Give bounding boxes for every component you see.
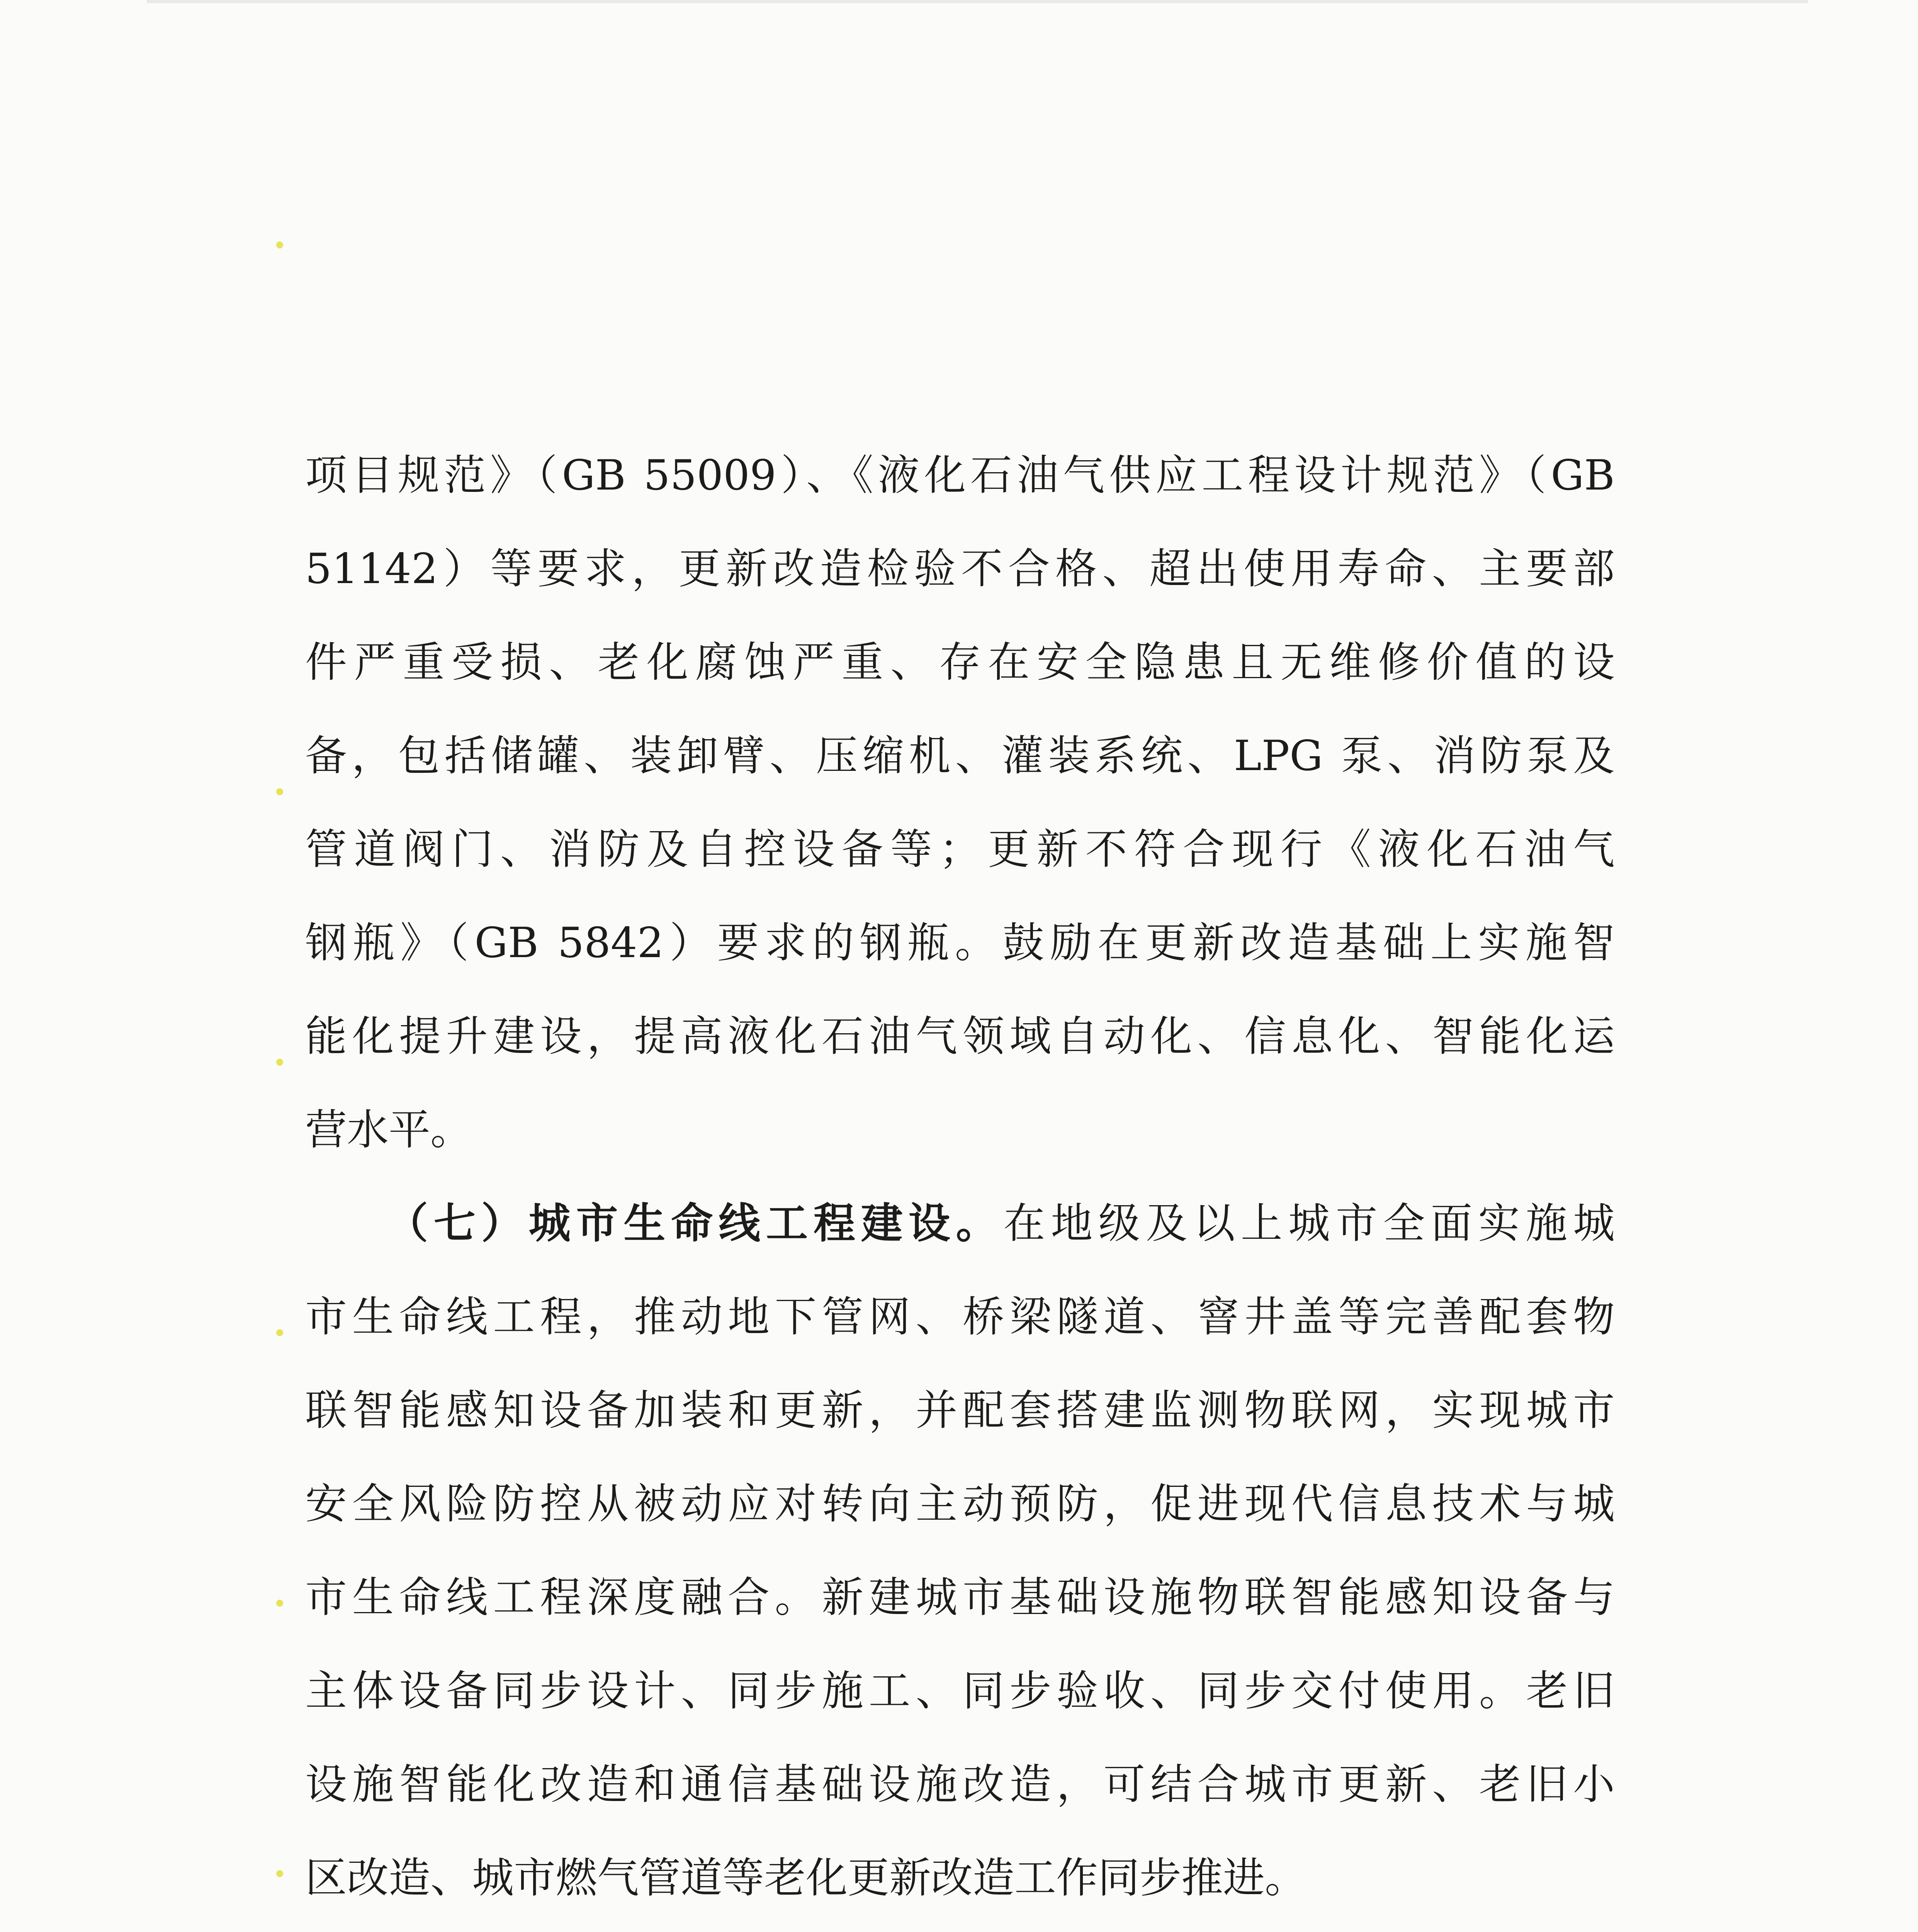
text-line: 市生命线工程，推动地下管网、桥梁隧道、窨井盖等完善配套物	[305, 1293, 1615, 1341]
text-line: 联智能感知设备加装和更新，并配套搭建监测物联网，实现城市	[305, 1386, 1615, 1435]
text-line: 备，包括储罐、装卸臂、压缩机、灌装系统、LPG 泵、消防泵及	[305, 732, 1615, 780]
binding-hole-mark	[276, 1329, 283, 1336]
binding-hole-mark	[276, 1059, 283, 1066]
body-text	[305, 429, 1615, 1932]
binding-hole-mark	[276, 242, 283, 248]
text-line: 51142）等要求，更新改造检验不合格、超出使用寿命、主要部	[305, 545, 1615, 593]
scan-top-edge	[147, 0, 1808, 3]
text-line: 能化提升建设，提高液化石油气领域自动化、信息化、智能化运	[305, 1012, 1615, 1061]
text-line: 营水平。	[305, 1106, 472, 1154]
section-7-lead-text: 在地级及以上城市全面实施城	[1003, 1199, 1615, 1248]
section-7-first-line	[305, 1177, 1615, 1270]
binding-hole-mark	[276, 1870, 283, 1877]
text-line: 市生命线工程深度融合。新建城市基础设施物联智能感知设备与	[305, 1573, 1615, 1622]
section-7-heading: （七）城市生命线工程建设。	[386, 1199, 1004, 1248]
text-line: 设施智能化改造和通信基础设施改造，可结合城市更新、老旧小	[305, 1760, 1615, 1809]
text-line: 区改造、城市燃气管道等老化更新改造工作同步推进。	[305, 1854, 1307, 1902]
binding-hole-mark	[276, 788, 283, 795]
text-line: 主体设备同步设计、同步施工、同步验收、同步交付使用。老旧	[305, 1667, 1615, 1715]
text-line: 安全风险防控从被动应对转向主动预防，促进现代信息技术与城	[305, 1480, 1615, 1528]
text-line: 管道阀门、消防及自控设备等；更新不符合现行《液化石油气	[305, 825, 1615, 874]
binding-hole-mark	[276, 1600, 283, 1607]
text-line: 项目规范》（GB 55009）、《液化石油气供应工程设计规范》（GB	[305, 451, 1615, 500]
text-line: 钢瓶》（GB 5842）要求的钢瓶。鼓励在更新改造基础上实施智	[305, 919, 1615, 967]
text-line: 件严重受损、老化腐蚀严重、存在安全隐患且无维修价值的设	[305, 638, 1615, 687]
section-8-first-line	[305, 1925, 1615, 1932]
